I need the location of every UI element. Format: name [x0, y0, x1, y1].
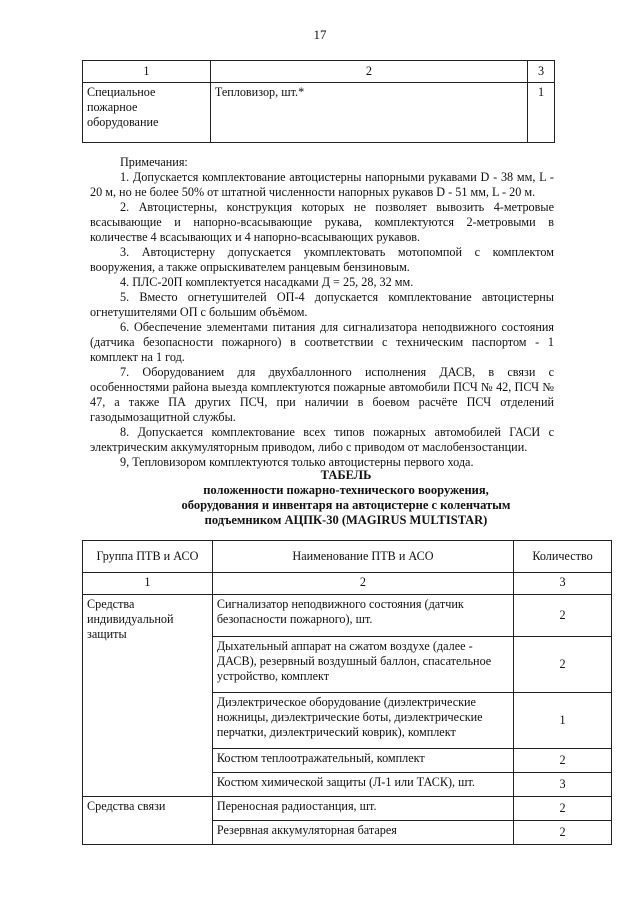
table-row	[83, 797, 612, 821]
column-number: 3	[514, 573, 612, 595]
tabel-subtitle-line: подъемником АЦПК-30 (MAGIRUS MULTISTAR)	[204, 513, 488, 527]
tabel-subtitle-line: положенности пожарно-технического вооружения,	[203, 483, 489, 497]
item-name-cell: Костюм химической защиты (Л-1 или ТАСК), шт.	[212, 773, 513, 797]
top-table-col-2: 2	[210, 61, 527, 83]
item-qty-cell: 2	[514, 821, 612, 845]
column-number: 1	[83, 573, 213, 595]
page-number: 17	[313, 27, 327, 42]
notes-title: Примечания:	[120, 155, 188, 169]
equipment-table	[82, 540, 612, 845]
note-item: 4. ПЛС-20П комплектуется насадками Д = 25, 28, 32 мм.	[120, 275, 414, 289]
note-item: 3. Автоцистерну допускается укомплектовать мотопомпой с комплектом вооружения, а также опрыскивателем ранцевым бензиновым.	[90, 245, 554, 274]
item-qty-cell: 3	[514, 773, 612, 797]
tabel-heading	[82, 468, 610, 528]
note-item: 7. Оборудованием для двухбаллонного исполнения ДАСВ, в связи с особенностями района выезда комплектуются пожарные автомобили ПСЧ № 42, ПСЧ № 47, а также ПА других ПСЧ, при наличии в боевом расчёте ПСЧ отделений газодымозащитной службы.	[90, 365, 554, 424]
item-qty-cell: 2	[514, 797, 612, 821]
note-item: 8. Допускается комплектование всех типов пожарных автомобилей ГАСИ с электрическим аккумуляторным приводом, либо с приводом от маслобензостанции.	[90, 425, 554, 454]
item-qty-cell: 2	[514, 595, 612, 637]
item-qty-cell: 2	[514, 637, 612, 693]
table-row	[83, 595, 612, 637]
tabel-subtitle-line: оборудования и инвентаря на автоцистерне с коленчатым	[181, 498, 511, 512]
top-table-name-cell: Тепловизор, шт.*	[210, 83, 527, 143]
top-table-row	[83, 83, 555, 143]
item-name-cell: Дыхательный аппарат на сжатом воздухе (далее - ДАСВ), резервный воздушный баллон, спасательное устройство, комплект	[212, 637, 513, 693]
column-header: Количество	[514, 541, 612, 573]
item-name-cell: Сигнализатор неподвижного состояния (датчик безопасности пожарного), шт.	[212, 595, 513, 637]
item-qty-cell: 2	[514, 749, 612, 773]
item-name-cell: Переносная радиостанция, шт.	[212, 797, 513, 821]
column-header: Группа ПТВ и АСО	[83, 541, 213, 573]
top-table-col-3: 3	[528, 61, 555, 83]
item-name-cell: Костюм теплоотражательный, комплект	[212, 749, 513, 773]
note-item: 2. Автоцистерны, конструкция которых не позволяет вывозить 4-метровые всасывающие и напорно-всасывающие рукава, комплектуются 2-метровыми в количестве 4 всасывающих и 4 напорно-всасывающих рукавов.	[90, 200, 554, 244]
group-cell: Средства связи	[83, 797, 213, 845]
notes-section	[90, 155, 554, 470]
item-name-cell: Диэлектрическое оборудование (диэлектрические ножницы, диэлектрические боты, диэлектрические перчатки, диэлектрический коврик), комплект	[212, 693, 513, 749]
column-number-row	[83, 573, 612, 595]
item-name-cell: Резервная аккумуляторная батарея	[212, 821, 513, 845]
note-item: 1. Допускается комплектование автоцистерны напорными рукавами D - 38 мм, L - 20 м, но не более 50% от штатной численности напорных рукавов D - 51 мм, L - 20 м.	[90, 170, 554, 199]
column-number: 2	[212, 573, 513, 595]
item-qty-cell: 1	[514, 693, 612, 749]
column-header: Наименование ПТВ и АСО	[212, 541, 513, 573]
top-table-qty-cell: 1	[528, 83, 555, 143]
top-table-col-1: 1	[83, 61, 211, 83]
note-item: 6. Обеспечение элементами питания для сигнализатора неподвижного состояния (датчика безопасности пожарного) в соответствии с техническим паспортом - 1 комплект на 1 год.	[90, 320, 554, 364]
note-item: 5. Вместо огнетушителей ОП-4 допускается комплектование автоцистерны огнетушителями ОП с большим объёмом.	[90, 290, 554, 319]
tabel-title: ТАБЕЛЬ	[320, 468, 372, 482]
table-header-row	[83, 541, 612, 573]
top-table	[82, 60, 555, 143]
group-cell: Средства индивидуальной защиты	[83, 595, 213, 797]
top-table-group-cell: Специальное пожарное оборудование	[83, 83, 211, 143]
note-item: 9, Тепловизором комплектуются только автоцистерны первого хода.	[120, 455, 474, 469]
top-table-header-row	[83, 61, 555, 83]
